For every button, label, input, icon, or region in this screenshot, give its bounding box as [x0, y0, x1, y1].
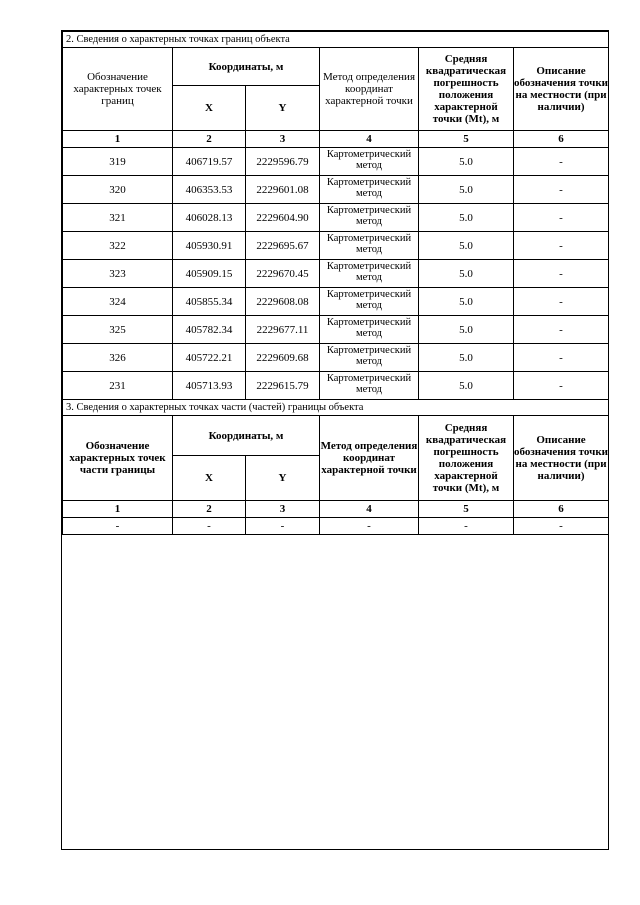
- header-error: Средняя квадратическая погрешность положения характерной точки (Mt), м: [419, 48, 514, 131]
- coord-x: 406028.13: [173, 204, 246, 232]
- section2-table: [62, 31, 609, 535]
- header-y: Y: [246, 456, 320, 501]
- point-id: -: [63, 518, 173, 535]
- method-cell: Картометрический метод: [320, 204, 419, 232]
- header-y: Y: [246, 86, 320, 131]
- section2-title: 2. Сведения о характерных точках границ объекта: [63, 32, 609, 48]
- col-number: 4: [320, 131, 419, 148]
- col-number: 1: [63, 131, 173, 148]
- error-cell: 5.0: [419, 316, 514, 344]
- point-id: 320: [63, 176, 173, 204]
- coord-x: 405930.91: [173, 232, 246, 260]
- col-number: 4: [320, 501, 419, 518]
- table-row: [63, 176, 609, 204]
- header-designation: Обозначение характерных точек части границы: [63, 416, 173, 501]
- point-id: 319: [63, 148, 173, 176]
- point-id: 231: [63, 372, 173, 400]
- coord-y: 2229596.79: [246, 148, 320, 176]
- coord-x: 405722.21: [173, 344, 246, 372]
- coord-x: 406719.57: [173, 148, 246, 176]
- col-number: 5: [419, 501, 514, 518]
- table-row: [63, 232, 609, 260]
- coord-y: 2229609.68: [246, 344, 320, 372]
- header-x: X: [173, 456, 246, 501]
- method-cell: Картометрический метод: [320, 232, 419, 260]
- method-cell: Картометрический метод: [320, 344, 419, 372]
- description-cell: -: [514, 148, 609, 176]
- header-error: Средняя квадратическая погрешность положения характерной точки (Mt), м: [419, 416, 514, 501]
- point-id: 321: [63, 204, 173, 232]
- header-description: Описание обозначения точки на местности (при наличии): [514, 416, 609, 501]
- col-number: 5: [419, 131, 514, 148]
- description-cell: -: [514, 204, 609, 232]
- coord-x: 405855.34: [173, 288, 246, 316]
- table-row: [63, 288, 609, 316]
- error-cell: 5.0: [419, 176, 514, 204]
- header-designation: Обозначение характерных точек границ: [63, 48, 173, 131]
- header-coords: Координаты, м: [173, 416, 320, 456]
- header-description: Описание обозначения точки на местности (при наличии): [514, 48, 609, 131]
- error-cell: 5.0: [419, 148, 514, 176]
- coord-y: 2229615.79: [246, 372, 320, 400]
- point-id: 325: [63, 316, 173, 344]
- coord-x: 406353.53: [173, 176, 246, 204]
- header-method: Метод определения координат характерной точки: [320, 48, 419, 131]
- coord-y: 2229604.90: [246, 204, 320, 232]
- error-cell: 5.0: [419, 344, 514, 372]
- document-frame: [61, 30, 609, 850]
- coord-y: 2229677.11: [246, 316, 320, 344]
- point-id: 323: [63, 260, 173, 288]
- coord-x: 405713.93: [173, 372, 246, 400]
- col-number: 2: [173, 501, 246, 518]
- coord-y: -: [246, 518, 320, 535]
- method-cell: Картометрический метод: [320, 176, 419, 204]
- table-row: [63, 260, 609, 288]
- method-cell: -: [320, 518, 419, 535]
- coord-y: 2229608.08: [246, 288, 320, 316]
- table-row: [63, 518, 609, 535]
- point-id: 322: [63, 232, 173, 260]
- error-cell: 5.0: [419, 288, 514, 316]
- point-id: 326: [63, 344, 173, 372]
- description-cell: -: [514, 372, 609, 400]
- table-row: [63, 372, 609, 400]
- col-number: 6: [514, 501, 609, 518]
- table-row: [63, 316, 609, 344]
- header-coords: Координаты, м: [173, 48, 320, 86]
- table-row: [63, 148, 609, 176]
- error-cell: -: [419, 518, 514, 535]
- description-cell: -: [514, 344, 609, 372]
- col-number: 1: [63, 501, 173, 518]
- error-cell: 5.0: [419, 372, 514, 400]
- column-numbers-row: [63, 131, 609, 148]
- coord-y: 2229695.67: [246, 232, 320, 260]
- error-cell: 5.0: [419, 232, 514, 260]
- description-cell: -: [514, 518, 609, 535]
- table-row: [63, 344, 609, 372]
- section3-title: 3. Сведения о характерных точках части (частей) границы объекта: [63, 400, 609, 416]
- point-id: 324: [63, 288, 173, 316]
- coord-y: 2229670.45: [246, 260, 320, 288]
- method-cell: Картометрический метод: [320, 288, 419, 316]
- coord-x: 405909.15: [173, 260, 246, 288]
- header-method: Метод определения координат характерной точки: [320, 416, 419, 501]
- header-x: X: [173, 86, 246, 131]
- method-cell: Картометрический метод: [320, 148, 419, 176]
- description-cell: -: [514, 288, 609, 316]
- table-row: [63, 204, 609, 232]
- col-number: 2: [173, 131, 246, 148]
- col-number: 3: [246, 501, 320, 518]
- error-cell: 5.0: [419, 204, 514, 232]
- coord-x: -: [173, 518, 246, 535]
- method-cell: Картометрический метод: [320, 316, 419, 344]
- description-cell: -: [514, 260, 609, 288]
- col-number: 6: [514, 131, 609, 148]
- method-cell: Картометрический метод: [320, 260, 419, 288]
- column-numbers-row: [63, 501, 609, 518]
- description-cell: -: [514, 176, 609, 204]
- description-cell: -: [514, 232, 609, 260]
- coord-x: 405782.34: [173, 316, 246, 344]
- error-cell: 5.0: [419, 260, 514, 288]
- col-number: 3: [246, 131, 320, 148]
- coord-y: 2229601.08: [246, 176, 320, 204]
- description-cell: -: [514, 316, 609, 344]
- method-cell: Картометрический метод: [320, 372, 419, 400]
